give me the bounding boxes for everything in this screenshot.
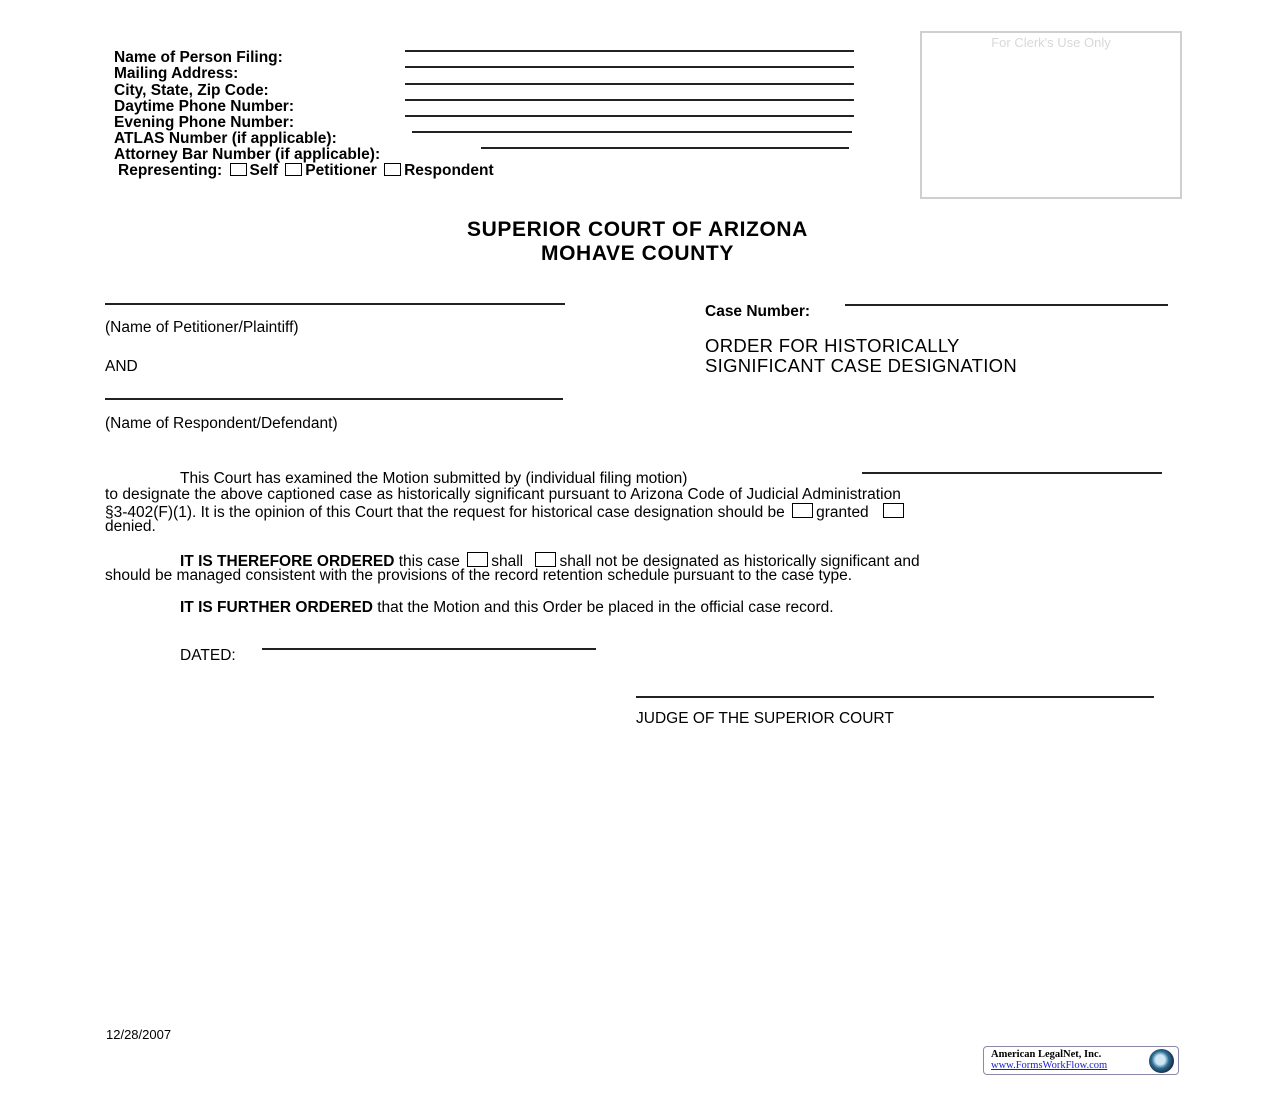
- denied-label: denied.: [105, 518, 156, 535]
- shall-not-checkbox[interactable]: [535, 552, 556, 567]
- logo-url-link[interactable]: www.FormsWorkFlow.com: [991, 1060, 1108, 1071]
- globe-icon: [1149, 1049, 1174, 1073]
- para1-line1: This Court has examined the Motion submitted by (individual filing motion): [180, 470, 688, 487]
- dated-field[interactable]: [262, 648, 596, 650]
- clerk-use-label: For Clerk's Use Only: [991, 35, 1111, 50]
- para1-line2: to designate the above captioned case as historically significant pursuant to Arizona Code of Judicial Administration: [105, 486, 901, 503]
- para1-line3: §3-402(F)(1). It is the opinion of this Court that the request for historical case designation should be: [105, 504, 785, 521]
- form-date: 12/28/2007: [106, 1027, 172, 1042]
- para2-text2: shall not be designated as historically significant and: [559, 553, 920, 570]
- atlas-number-field[interactable]: [412, 131, 852, 133]
- further-ordered-label: IT IS FURTHER ORDERED: [180, 599, 373, 616]
- petitioner-name-field[interactable]: [105, 303, 565, 305]
- clerk-use-box: [920, 31, 1182, 199]
- granted-checkbox[interactable]: [792, 503, 813, 518]
- attorney-bar-number-field[interactable]: [481, 147, 849, 149]
- self-checkbox[interactable]: [230, 163, 247, 176]
- evening-phone-field[interactable]: [405, 115, 854, 117]
- name-of-person-filing-label: Name of Person Filing:: [114, 49, 283, 66]
- judge-signature-field[interactable]: [636, 696, 1154, 698]
- order-title-line1: ORDER FOR HISTORICALLY: [705, 335, 960, 356]
- city-state-zip-field[interactable]: [405, 83, 854, 85]
- mailing-address-field[interactable]: [405, 66, 854, 68]
- court-name: SUPERIOR COURT OF ARIZONA: [467, 218, 808, 241]
- daytime-phone-label: Daytime Phone Number:: [114, 98, 295, 115]
- order-title-line2: SIGNIFICANT CASE DESIGNATION: [705, 355, 1017, 376]
- and-label: AND: [105, 358, 138, 375]
- shall-label: shall: [491, 553, 524, 570]
- para3: [180, 600, 834, 616]
- para3-text: that the Motion and this Order be placed in the official case record.: [377, 599, 834, 616]
- attorney-bar-number-label: Attorney Bar Number (if applicable):: [114, 146, 381, 163]
- respondent-checkbox[interactable]: [384, 163, 401, 176]
- representing-row: [118, 163, 494, 179]
- petitioner-label: Petitioner: [305, 162, 377, 179]
- judge-label: JUDGE OF THE SUPERIOR COURT: [636, 710, 894, 727]
- individual-filing-motion-field[interactable]: [862, 472, 1162, 474]
- mailing-address-label: Mailing Address:: [114, 65, 239, 82]
- case-number-field[interactable]: [845, 304, 1168, 306]
- para2-text1: this case: [398, 553, 460, 570]
- shall-checkbox[interactable]: [467, 552, 488, 567]
- american-legalnet-logo[interactable]: [983, 1046, 1179, 1075]
- logo-company-name: American LegalNet, Inc.: [991, 1049, 1102, 1060]
- petitioner-checkbox[interactable]: [285, 163, 302, 176]
- petitioner-label: (Name of Petitioner/Plaintiff): [105, 319, 299, 336]
- respondent-label: (Name of Respondent/Defendant): [105, 415, 338, 432]
- case-number-label: Case Number:: [705, 303, 811, 320]
- daytime-phone-field[interactable]: [405, 99, 854, 101]
- respondent-label: Respondent: [404, 162, 494, 179]
- self-label: Self: [249, 162, 278, 179]
- respondent-name-field[interactable]: [105, 398, 563, 400]
- city-state-zip-label: City, State, Zip Code:: [114, 82, 269, 99]
- para1-line3-row: [105, 503, 907, 521]
- atlas-number-label: ATLAS Number (if applicable):: [114, 130, 337, 147]
- denied-checkbox[interactable]: [883, 503, 904, 518]
- para2-line2: should be managed consistent with the provisions of the record retention schedule pursuant to the case type.: [105, 567, 853, 584]
- county-name: MOHAVE COUNTY: [541, 242, 734, 265]
- name-of-person-filing-field[interactable]: [405, 50, 854, 52]
- evening-phone-label: Evening Phone Number:: [114, 114, 294, 131]
- representing-label: Representing:: [118, 162, 223, 179]
- dated-label: DATED:: [180, 647, 236, 664]
- therefore-ordered-label: IT IS THEREFORE ORDERED: [180, 553, 395, 570]
- granted-label: granted: [816, 504, 869, 521]
